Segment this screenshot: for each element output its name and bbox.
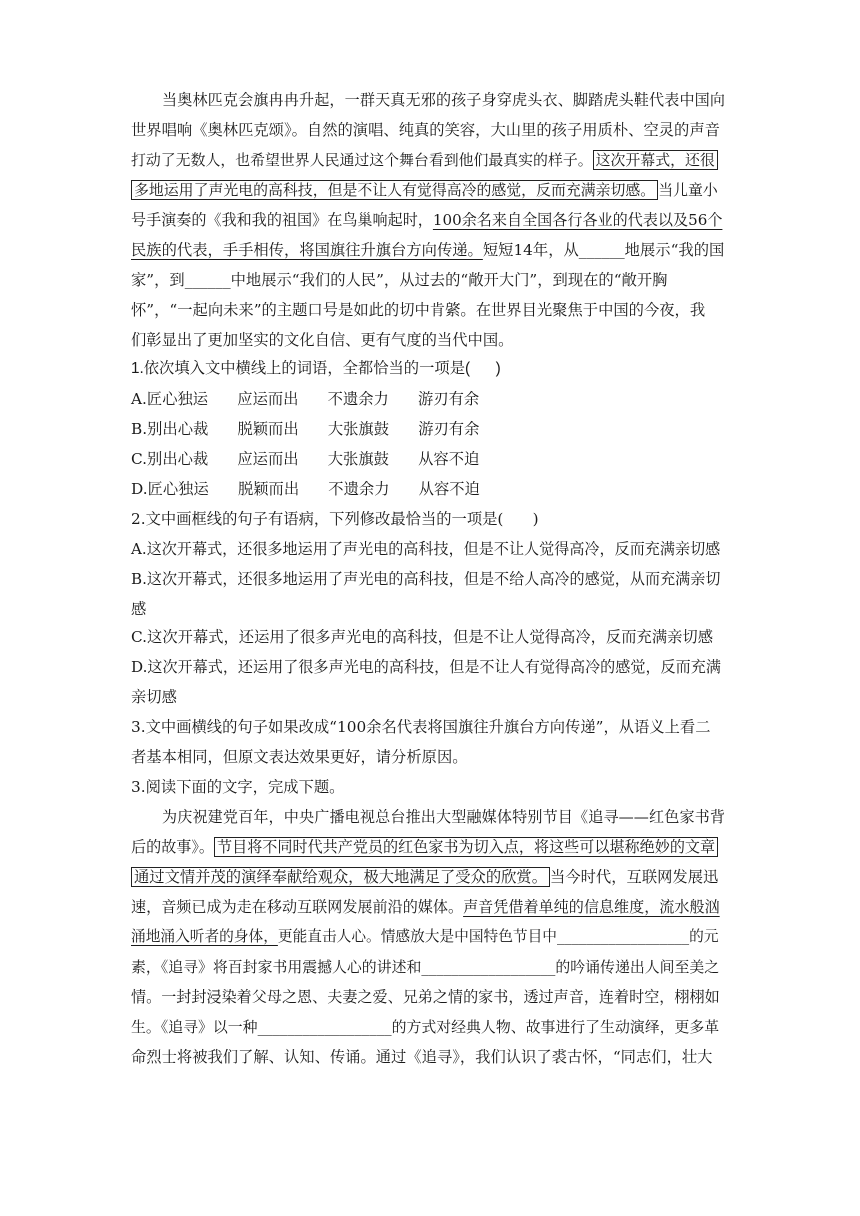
question-2-option-b-line-2: 感: [131, 600, 147, 618]
question-2-option-d-line-2: 亲切感: [131, 688, 177, 706]
question-1-option-c: C.别出心裁 应运而出 大张旗鼓 从容不迫: [131, 450, 480, 468]
question-2-option-d-line-1: D.这次开幕式，还运用了很多声光电的高科技，但是不让人有觉得高冷的感觉，反而充满: [131, 658, 721, 676]
underlined-sentence-part-2: 涌地涌入听者的身体，: [131, 928, 278, 945]
boxed-sentence-part-2: 通过文情并茂的演绎奉献给观众，极大地满足了受众的欣赏。: [131, 867, 550, 887]
underlined-sentence-part-1: 声音凭借着单纯的信息维度，流水般汹: [463, 898, 720, 916]
passage1-line-1: 当奥林匹克会旗冉冉升起，一群天真无邪的孩子身穿虎头衣、脚踏虎头鞋代表中国向: [162, 91, 725, 109]
passage1-line-3: [131, 145, 718, 175]
passage2-line-3: [131, 862, 718, 892]
passage1-line-6: [131, 235, 724, 265]
passage1-text: 打动了无数人，也希望世界人民通过这个舞台看到他们最真实的样子。: [131, 151, 593, 169]
passage1-line-9: 们彰显出了更加坚实的文化自信、更有气度的当代中国。: [131, 331, 514, 349]
passage1-text: 号手演奏的《我和我的祖国》在鸟巢响起时，: [131, 211, 433, 229]
underlined-sentence-part-2: 民族的代表，手手相传，将国旗往升旗台方向传递。: [131, 241, 483, 259]
question-2-option-a: A.这次开幕式，还很多地运用了声光电的高科技，但是不让人觉得高冷，反而充满亲切感: [131, 540, 721, 558]
passage2-line-7: 情。一封封浸染着父母之恩、夫妻之爱、兄弟之情的家书，透过声音，连着时空，栩栩如: [131, 988, 720, 1006]
question-3-line-1: 3.文中画横线的句子如果改成“100余名代表将国旗往升旗台方向传递”，从语义上看二: [131, 718, 711, 736]
question-1-option-a: A.匠心独运 应运而出 不遗余力 游刃有余: [131, 390, 480, 408]
question-1-option-d: D.匠心独运 脱颖而出 不遗余力 从容不迫: [131, 480, 480, 498]
question-1-option-b: B.别出心裁 脱颖而出 大张旗鼓 游刃有余: [131, 420, 480, 438]
section-2-title: 3.阅读下面的文字，完成下题。: [131, 778, 345, 796]
passage2-line-9: 命烈士将被我们了解、认知、传诵。通过《追寻》，我们认识了裘古怀，“同志们，壮大: [131, 1048, 713, 1066]
passage2-text: 更能直击人心。情感放大是中国特色节目中__________________的元: [277, 928, 719, 945]
passage1-text: 短短14年，从______地展示“我的国: [482, 241, 725, 259]
passage2-line-2: [131, 832, 718, 862]
boxed-sentence-part-1: 这次开幕式，还很: [593, 150, 718, 170]
question-1-stem: 1.依次填入文中横线上的词语，全都恰当的一项是( ): [131, 360, 501, 377]
passage2-text: 当今时代，互联网发展迅: [550, 868, 719, 886]
passage2-line-5: [131, 922, 719, 952]
passage2-line-6: 素，《追寻》将百封家书用震撼人心的讲述和__________________的吟诵传递出人间至美之: [131, 958, 720, 976]
question-2-option-b-line-1: B.这次开幕式，还很多地运用了声光电的高科技，但是不给人高冷的感觉，从而充满亲切: [131, 570, 721, 588]
boxed-sentence-part-1: 节目将不同时代共产党员的红色家书为切入点，将这些可以堪称绝妙的文章: [214, 837, 718, 857]
passage2-line-1: 为庆祝建党百年，中央广播电视总台推出大型融媒体特别节目《追寻——红色家书背: [162, 808, 725, 826]
passage2-line-4: [131, 892, 720, 922]
passage1-line-2: 世界唱响《奥林匹克颂》。自然的演唱、纯真的笑容，大山里的孩子用质朴、空灵的声音: [131, 121, 720, 139]
passage1-line-7: 家”，到______中地展示“我们的人民”，从过去的“敞开大门”，到现在的“敞开胸: [131, 271, 668, 289]
passage2-text: 后的故事》。: [131, 838, 215, 856]
passage1-line-8: 怀”，“一起向未来”的主题口号是如此的切中肯綮。在世界目光聚焦于中国的今夜，我: [131, 301, 706, 319]
question-3-line-2: 者基本相同，但原文表达效果更好，请分析原因。: [131, 748, 468, 766]
passage2-line-8: 生。《追寻》以一种__________________的方式对经典人物、故事进行了生动演绎，更多革: [131, 1018, 720, 1036]
passage1-line-4: [131, 175, 718, 205]
passage2-text: 速，音频已成为走在移动互联网发展前沿的媒体。: [131, 898, 464, 916]
boxed-sentence-part-2: 多地运用了声光电的高科技，但是不让人有觉得高冷的感觉，反而充满亲切感。: [131, 180, 658, 200]
passage1-text: 当儿童小: [658, 181, 718, 199]
passage1-line-5: [131, 205, 722, 235]
underlined-sentence-part-1: 100余名来自全国各行各业的代表以及56个: [432, 211, 723, 229]
question-2-option-c: C.这次开幕式，还运用了很多声光电的高科技，但是不让人觉得高冷，反而充满亲切感: [131, 628, 714, 646]
question-2-stem: 2.文中画框线的句子有语病，下列修改最恰当的一项是( ): [131, 510, 539, 528]
